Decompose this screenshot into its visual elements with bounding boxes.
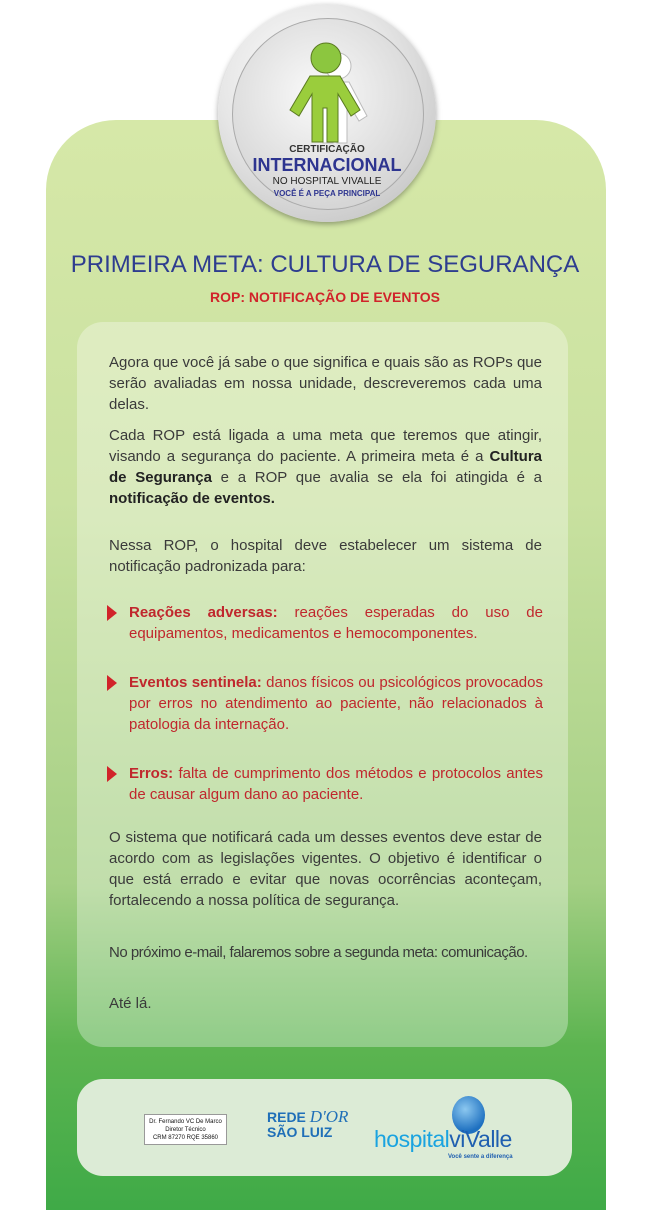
- badge-line2: INTERNACIONAL: [252, 155, 402, 175]
- list-item: Reações adversas: reações esperadas do uso de equipamentos, medicamentos e hemocomponentes.: [107, 602, 543, 644]
- list-item: Erros: falta de cumprimento dos métodos e protocolos antes de causar algum dano ao paciente.: [107, 763, 543, 805]
- list-item: Eventos sentinela: danos físicos ou psicológicos provocados por erros no atendimento ao paciente, não relacionados à patologia da internação.: [107, 672, 543, 735]
- rede-dor-logo: REDE D'OR SÃO LUIZ: [267, 1107, 349, 1140]
- paragraph-intro: Agora que você já sabe o que significa e quais são as ROPs que serão avaliadas em nossa unidade, descreveremos cada uma delas.: [109, 354, 542, 413]
- badge-line3: NO HOSPITAL VIVALLE: [272, 176, 382, 187]
- paragraph-meta: Cada ROP está ligada a uma meta que teremos que atingir, visando a segurança do paciente. A primeira meta é a Cultura de Segurança e a ROP que avalia se ela foi atingida é a notificação de eventos.: [109, 427, 542, 507]
- paragraph-system: O sistema que notificará cada um desses eventos deve estar de acordo com as legislações vigentes. O objetivo é identificar o que está errado e evitar que novas ocorrências aconteçam, fortalecendo a nossa política de segurança.: [109, 829, 542, 909]
- certification-badge: [218, 4, 436, 222]
- badge-line1: CERTIFICAÇÃO: [289, 144, 365, 155]
- arrow-icon: [107, 675, 117, 691]
- vivalle-logo: hospitalviValle: [374, 1126, 512, 1152]
- signature-crm: CRM 87270 RQE 35860: [152, 1135, 219, 1141]
- signature-box: [144, 1114, 227, 1145]
- page-subtitle: ROP: NOTIFICAÇÃO DE EVENTOS: [210, 289, 440, 305]
- arrow-icon: [107, 766, 117, 782]
- page-title: PRIMEIRA META: CULTURA DE SEGURANÇA: [70, 251, 580, 278]
- signature-role: Diretor Técnico: [165, 1127, 206, 1133]
- paragraph-closing: Até lá.: [109, 995, 152, 1012]
- badge-line4: VOCÊ É A PEÇA PRINCIPAL: [273, 189, 381, 198]
- paragraph-rop: Nessa ROP, o hospital deve estabelecer um sistema de notificação padronizada para:: [109, 537, 542, 575]
- paragraph-next: No próximo e-mail, falaremos sobre a segunda meta: comunicação.: [109, 944, 528, 961]
- vivalle-slogan: Você sente a diferença: [448, 1154, 513, 1160]
- signature-name: Dr. Fernando VC De Marco: [149, 1119, 222, 1125]
- arrow-icon: [107, 605, 117, 621]
